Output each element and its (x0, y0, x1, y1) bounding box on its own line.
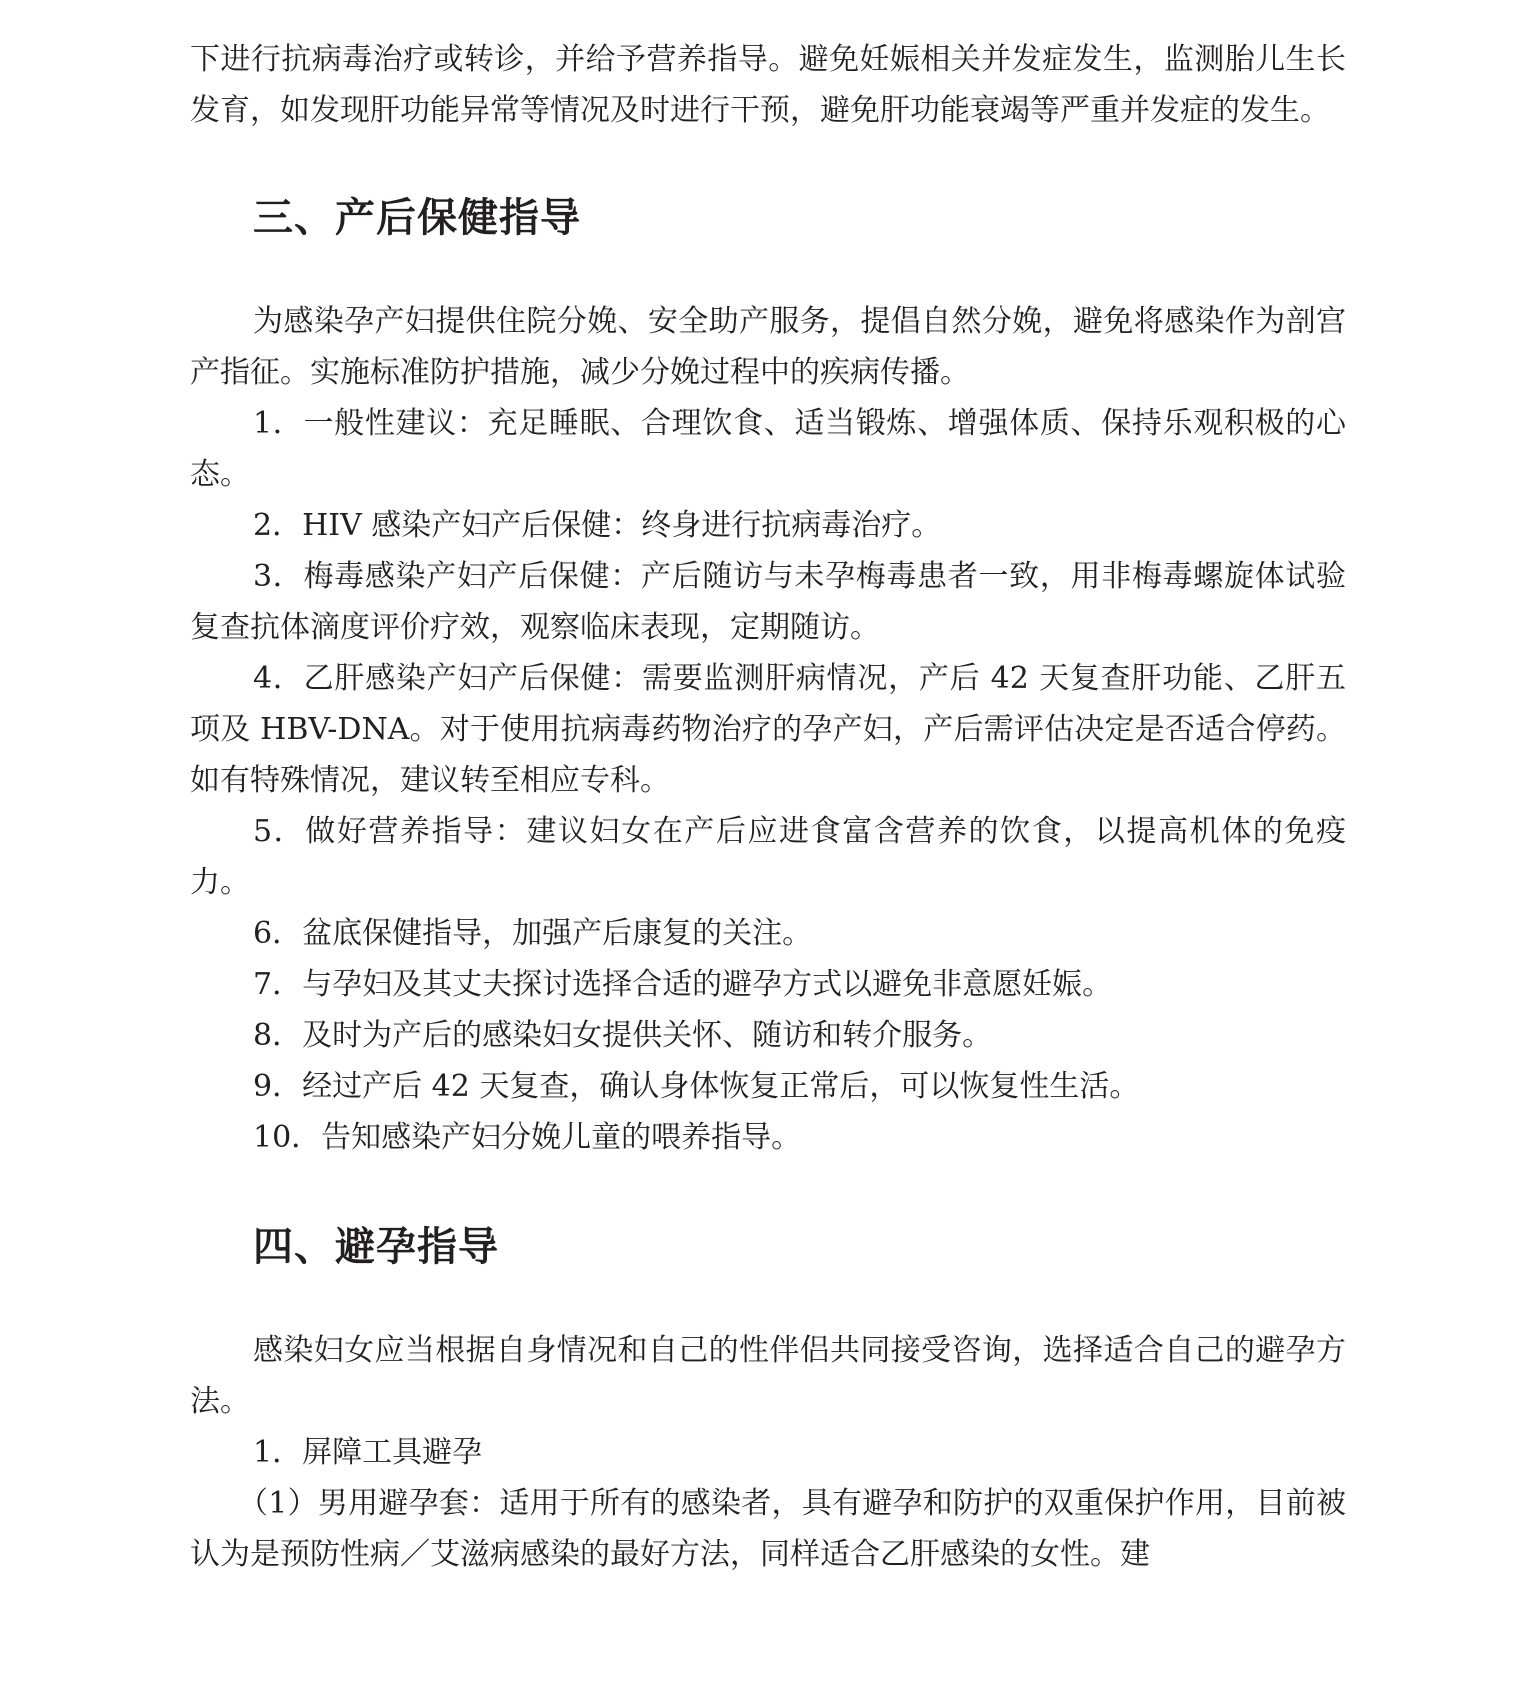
section4-item-1: 1．屏障工具避孕 (253, 1435, 483, 1470)
section-heading-contraception: 四、避孕指导 (253, 1224, 499, 1270)
section3-intro-paragraph: 为感染孕产妇提供住院分娩、安全助产服务，提倡自然分娩，避免将感染作为剖宫产指征。实施标准防护措施，减少分娩过程中的疾病传播。 (190, 304, 1346, 390)
section3-item-9: 9．经过产后 42 天复查，确认身体恢复正常后，可以恢复性生活。 (253, 1069, 1140, 1104)
section3-item-6: 6．盆底保健指导，加强产后康复的关注。 (253, 916, 813, 951)
section3-item-10: 10．告知感染产妇分娩儿童的喂养指导。 (253, 1120, 802, 1155)
section3-item-5: 5．做好营养指导：建议妇女在产后应进食富含营养的饮食，以提高机体的免疫力。 (190, 814, 1346, 900)
section-heading-postpartum-care: 三、产后保健指导 (253, 195, 581, 241)
section3-item-7: 7．与孕妇及其丈夫探讨选择合适的避孕方式以避免非意愿妊娠。 (253, 967, 1113, 1002)
section3-item-2: 2．HIV 感染产妇产后保健：终身进行抗病毒治疗。 (253, 508, 942, 543)
section3-item-4: 4．乙肝感染产妇产后保健：需要监测肝病情况，产后 42 天复查肝功能、乙肝五项及 HBV-DNA。对于使用抗病毒药物治疗的孕产妇，产后需评估决定是否适合停药。如有特殊情况，建议转至相应专科。 (190, 661, 1346, 798)
section4-intro-paragraph: 感染妇女应当根据自身情况和自己的性伴侣共同接受咨询，选择适合自己的避孕方法。 (190, 1333, 1346, 1419)
section4-subitem-1: （1）男用避孕套：适用于所有的感染者，具有避孕和防护的双重保护作用，目前被认为是预防性病／艾滋病感染的最好方法，同样适合乙肝感染的女性。建 (190, 1486, 1346, 1572)
section3-item-1: 1．一般性建议：充足睡眠、合理饮食、适当锻炼、增强体质、保持乐观积极的心态。 (190, 406, 1346, 492)
section3-item-8: 8．及时为产后的感染妇女提供关怀、随访和转介服务。 (253, 1018, 993, 1053)
intro-paragraph: 下进行抗病毒治疗或转诊，并给予营养指导。避免妊娠相关并发症发生，监测胎儿生长发育，如发现肝功能异常等情况及时进行干预，避免肝功能衰竭等严重并发症的发生。 (190, 42, 1346, 128)
section3-item-3: 3．梅毒感染产妇产后保健：产后随访与未孕梅毒患者一致，用非梅毒螺旋体试验复查抗体滴度评价疗效，观察临床表现，定期随访。 (190, 559, 1346, 645)
